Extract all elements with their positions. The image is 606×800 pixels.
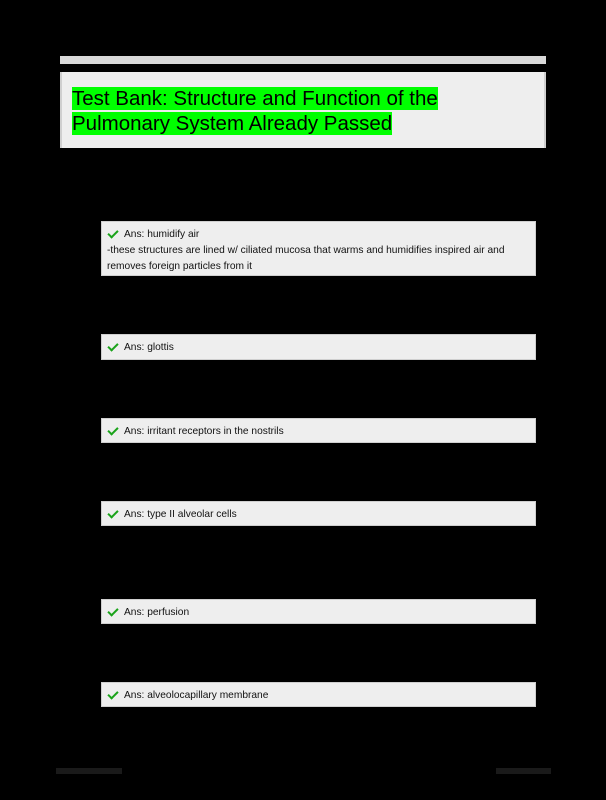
answer-box bbox=[101, 682, 536, 707]
answer-box bbox=[101, 334, 536, 360]
answer-box bbox=[101, 501, 536, 526]
check-icon bbox=[107, 340, 118, 351]
check-icon bbox=[107, 605, 118, 616]
answer-box bbox=[101, 418, 536, 443]
answer-label: Ans: glottis bbox=[124, 342, 174, 353]
title-line-1: Test Bank: Structure and Function of the bbox=[72, 87, 438, 110]
top-divider-bar bbox=[60, 56, 546, 64]
answer-label: Ans: irritant receptors in the nostrils bbox=[124, 426, 284, 437]
check-icon bbox=[107, 227, 118, 238]
check-icon bbox=[107, 688, 118, 699]
check-icon bbox=[107, 424, 118, 435]
answer-box bbox=[101, 221, 536, 276]
answer-box bbox=[101, 599, 536, 624]
check-icon bbox=[107, 507, 118, 518]
answer-label: Ans: humidify air bbox=[124, 229, 200, 240]
answer-label: Ans: type II alveolar cells bbox=[124, 509, 237, 520]
footer-right-mark bbox=[496, 768, 551, 774]
answer-label: Ans: perfusion bbox=[124, 607, 190, 618]
answer-label: Ans: alveolocapillary membrane bbox=[124, 690, 269, 701]
document-title bbox=[72, 86, 438, 136]
title-line-2: Pulmonary System Already Passed bbox=[72, 112, 393, 135]
footer-left-mark bbox=[56, 768, 122, 774]
answer-detail: -these structures are lined w/ ciliated mucosa that warms and humidifies inspired air and removes foreign particles from it bbox=[107, 245, 505, 272]
title-box bbox=[60, 72, 546, 148]
